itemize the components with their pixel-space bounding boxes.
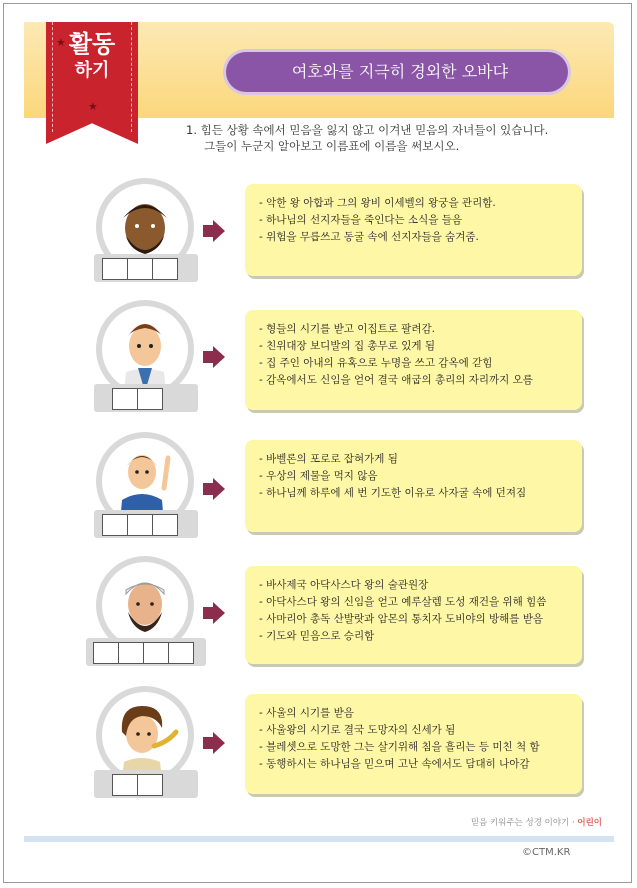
ribbon-label-line1: 활동: [68, 30, 116, 58]
name-box[interactable]: [118, 642, 144, 664]
character-row-3: [0, 430, 637, 542]
portrait-frame: [102, 562, 188, 648]
arrow-right-icon: [203, 220, 225, 242]
portrait-frame: [102, 692, 188, 778]
page-title: [226, 52, 568, 92]
name-boxes: [113, 388, 163, 410]
footnote-text: 믿음 키워주는 성경 이야기 ·: [470, 818, 575, 828]
instruction: [186, 122, 606, 154]
description-line: - 사울의 시기를 받음: [259, 707, 354, 719]
description-line: - 블레셋으로 도망한 그는 살기위해 침을 흘리는 등 미친 척 함: [259, 741, 540, 753]
arrow-right-icon: [203, 602, 225, 624]
description-line: - 사마리아 총독 산발랏과 암몬의 통치자 도비야의 방해를 받음: [259, 613, 544, 625]
page-title-text: 여호와를 지극히 경외한 오바댜: [291, 62, 509, 81]
name-boxes: [103, 258, 178, 280]
name-box[interactable]: [93, 642, 119, 664]
description-card: [245, 310, 582, 410]
arrow-right-icon: [203, 478, 225, 500]
name-box[interactable]: [112, 774, 138, 796]
name-box[interactable]: [112, 388, 138, 410]
instruction-line2: 그들이 누군지 알아보고 이름표에 이름을 써보시오.: [204, 139, 460, 153]
instruction-line1: 1. 힘든 상황 속에서 믿음을 잃지 않고 이겨낸 믿음의 자녀들이 있습니다.: [186, 123, 549, 137]
arrow-right-icon: [203, 732, 225, 754]
man-portrait-icon: [102, 306, 188, 392]
star-icon: ★: [56, 36, 66, 49]
name-box[interactable]: [168, 642, 194, 664]
description-line: - 사울왕의 시기로 결국 도망자의 신세가 됨: [259, 724, 456, 736]
description-line: - 바사제국 아닥사스다 왕의 술관원장: [259, 579, 429, 591]
description-line: - 감옥에서도 신임을 얻어 결국 애굽의 총리의 자리까지 오름: [259, 374, 533, 386]
description-card: [245, 566, 582, 664]
name-boxes: [113, 774, 163, 796]
description-line: - 바벨론의 포로로 잡혀가게 됨: [259, 453, 398, 465]
name-box[interactable]: [127, 258, 153, 280]
footnote: [402, 816, 602, 828]
description-card: [245, 184, 582, 276]
name-boxes: [94, 642, 194, 664]
description-card: [245, 694, 582, 794]
character-row-5: [0, 686, 637, 798]
description-line: - 하나님의 선지자들을 죽인다는 소식을 들음: [259, 214, 463, 226]
description-line: - 악한 왕 아합과 그의 왕비 이세벨의 왕궁을 관리함.: [259, 197, 496, 209]
copyright: ©CTM.KR: [522, 847, 571, 858]
name-box[interactable]: [102, 514, 128, 536]
man-portrait-icon: [102, 562, 188, 648]
description-line: - 집 주인 아내의 유혹으로 누명을 쓰고 감옥에 갇힘: [259, 357, 493, 369]
name-box[interactable]: [143, 642, 169, 664]
character-row-4: [0, 556, 637, 668]
description-line: - 우상의 제물을 먹지 않음: [259, 470, 378, 482]
description-line: - 동행하시는 하나님을 믿으며 고난 속에서도 담대히 나아감: [259, 758, 530, 770]
character-row-2: [0, 300, 637, 412]
name-box[interactable]: [127, 514, 153, 536]
name-box[interactable]: [137, 388, 163, 410]
ribbon-label-line2: 하기: [74, 60, 110, 81]
arrow-right-icon: [203, 346, 225, 368]
footnote-brand: 어린이: [577, 818, 602, 828]
description-line: - 친위대장 보디발의 집 총무로 있게 됨: [259, 340, 435, 352]
description-line: - 아닥사스다 왕의 신임을 얻고 예루살렘 도성 재건을 위해 힘씀: [259, 596, 547, 608]
name-box[interactable]: [152, 258, 178, 280]
star-icon: ★: [88, 100, 98, 113]
footer-bar: [24, 836, 614, 842]
name-boxes: [103, 514, 178, 536]
portrait-frame: [102, 306, 188, 392]
name-box[interactable]: [152, 514, 178, 536]
name-box[interactable]: [102, 258, 128, 280]
description-card: [245, 440, 582, 532]
name-box[interactable]: [137, 774, 163, 796]
boy-with-horn-portrait-icon: [102, 692, 188, 778]
character-row-1: [0, 176, 637, 288]
description-line: - 형들의 시기를 받고 이집트로 팔려감.: [259, 323, 435, 335]
description-line: - 하나님께 하루에 세 번 기도한 이유로 사자굴 속에 던져짐: [259, 487, 527, 499]
description-line: - 위험을 무릅쓰고 동굴 속에 선지자들을 숨겨줌.: [259, 231, 479, 243]
description-line: - 기도와 믿음으로 승리함: [259, 630, 375, 642]
